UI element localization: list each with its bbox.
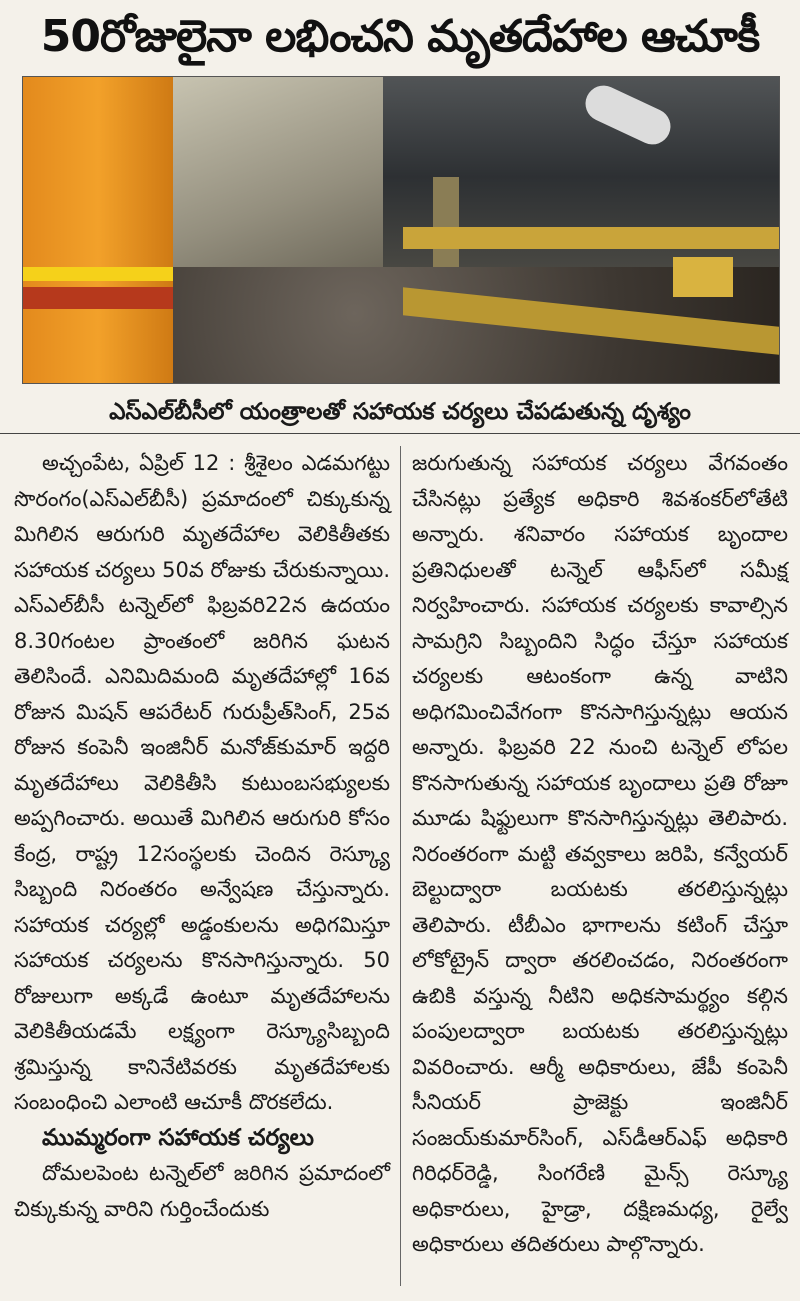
- article-paragraph: దోమలపెంట టన్నెల్‌లో జరిగిన ప్రమాదంలో చిక్కుకున్న వారిని గుర్తించేందుకు: [14, 1161, 390, 1221]
- column-divider: [400, 446, 401, 1286]
- article-paragraph: అచ్చంపేట, ఏప్రిల్ 12 : శ్రీశైలం ఎడమగట్టు సొరంగం(ఎస్ఎల్‌బీసీ) ప్రమాదంలో చిక్కుకున్న మిగిలిన ఆరుగురి మృతదేహాల వెలికితీతకు సహాయక చర్యలు 50వ రోజుకు చేరుకున్నాయి. ఎస్ఎల్‌బీసీ టన్నెల్‌లో ఫిబ్రవరి22న ఉదయం 8.30గంటల ప్రాంతంలో జరిగిన ఘటన తెలిసిందే. ఎనిమిదిమంది మృతదేహాల్లో 16వ రోజున మిషన్ ఆపరేటర్ గురుప్రీత్‌సింగ్, 25వ రోజున కంపెనీ ఇంజినీర్ మనోజ్‌కుమార్ ఇద్దరి మృతదేహాలు వెలికితీసి కుటుంబసభ్యులకు అప్పగించారు. అయితే మిగిలిన ఆరుగురి కోసం కేంద్ర, రాష్ట్ర 12సంస్థలకు చెందిన రెస్క్యూ సిబ్బంది నిరంతరం అన్వేషణ చేస్తున్నారు. సహాయక చర్యల్లో అడ్డంకులను అధిగమిస్తూ సహాయక చర్యలను కొనసాగిస్తున్నారు. 50 రోజులుగా అక్కడే ఉంటూ మృతదేహాలను వెలికితీయడమే లక్ష్యంగా రెస్క్యూసిబ్బంది శ్రమిస్తున్న కానినేటివరకు మృతదేహాలకు సంబంధించి ఎలాంటి ఆచూకీ దొరకలేదు.: [14, 451, 390, 1114]
- article-subheading: ముమ్మరంగా సహాయక చర్యలు: [42, 1124, 314, 1151]
- article-column-1: [14, 446, 390, 1227]
- photo-caption: ఎస్ఎల్‌బీసీలో యంత్రాలతో సహాయక చర్యలు చేపడుతున్న దృశ్యం: [0, 390, 800, 434]
- news-photo: [22, 76, 780, 384]
- headline: 50రోజులైనా లభించని మృతదేహాల ఆచూకీ: [40, 11, 760, 62]
- article-column-2: [412, 446, 788, 1263]
- article-paragraph: జరుగుతున్న సహాయక చర్యలు వేగవంతం చేసినట్లు ప్రత్యేక అధికారి శివశంకర్‌లోతేటి అన్నారు. శనివారం సహాయక బృందాల ప్రతినిధులతో టన్నెల్ ఆఫీస్‌లో సమీక్ష నిర్వహించారు. సహాయక చర్యలకు కావాల్సిన సామగ్రిని సిబ్బందిని సిద్ధం చేస్తూ సహాయక చర్యలకు ఆటంకంగా ఉన్న వాటిని అధిగమించివేగంగా కొనసాగిస్తున్నట్లు ఆయన అన్నారు. ఫిబ్రవరి 22 నుంచి టన్నెల్ లోపల కొనసాగుతున్న సహాయక బృందాలు ప్రతి రోజూ మూడు షిఫ్టులుగా కొనసాగిస్తున్నట్లు తెలిపారు. నిరంతరంగా మట్టి తవ్వకాలు జరిపి, కన్వేయర్ బెల్టుద్వారా బయటకు తరలిస్తున్నట్లు తెలిపారు. టీబీఎం భాగాలను కటింగ్ చేస్తూ లోకోట్రైన్ ద్వారా తరలించడం, నిరంతరంగా ఉబికి వస్తున్న నీటిని అధికసామర్థ్యం కల్గిన పంపులద్వారా బయటకు తరలిస్తున్నట్లు వివరించారు. ఆర్మీ అధికారులు, జేపీ కంపెనీ సీనియర్ ప్రాజెక్టు ఇంజినీర్ సంజయ్‌కుమార్‌సింగ్, ఎస్‌డీఆర్ఎఫ్ అధికారి గిరిధర్‌రెడ్డి, సింగరేణి మైన్స్ రెస్క్యూ అధికారులు, హైడ్రా, దక్షిణమధ్య, రైల్వే అధికారులు తదితరులు పాల్గొన్నారు.: [412, 451, 788, 1256]
